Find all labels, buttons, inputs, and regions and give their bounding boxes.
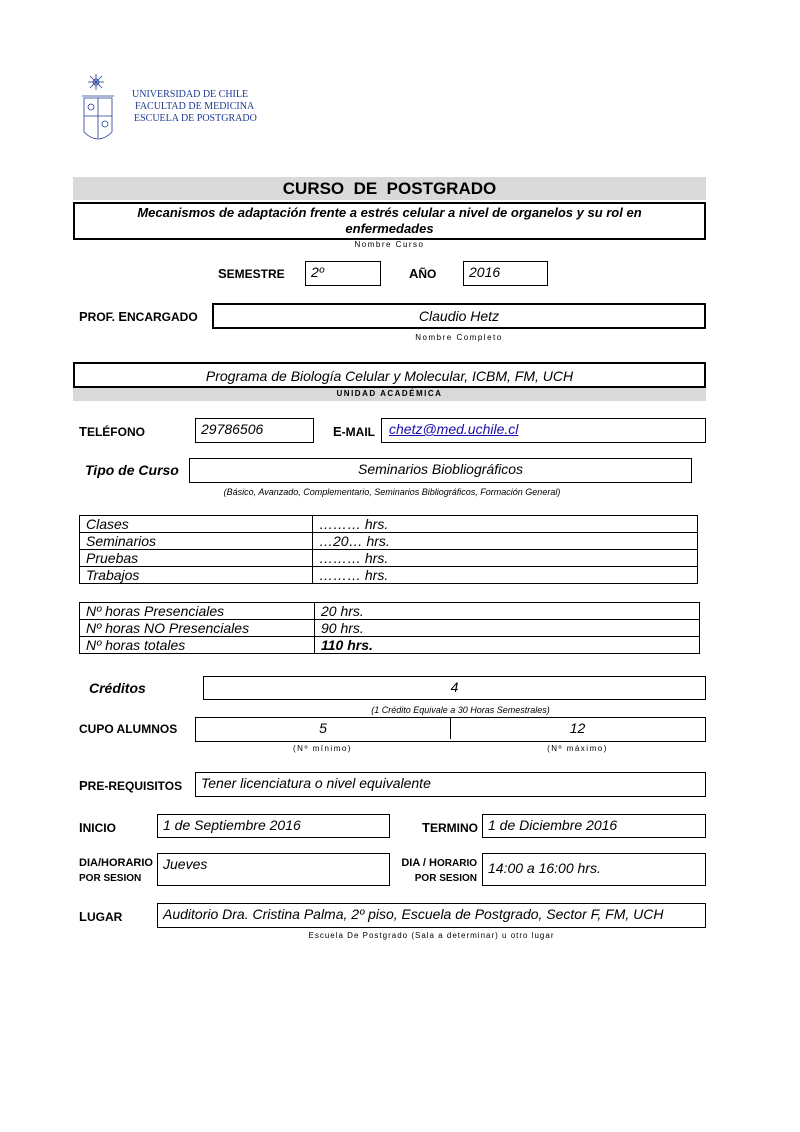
semestre-field[interactable] — [305, 261, 381, 286]
creditos-caption: (1 Crédito Equivale a 30 Horas Semestrales) — [371, 705, 550, 715]
horario-label — [397, 856, 477, 886]
tipo-curso-label: Tipo de Curso — [85, 462, 179, 478]
inicio-value: 1 de Septiembre 2016 — [163, 817, 301, 833]
dia-horario-line1: DIA/HORARIO — [79, 857, 153, 869]
creditos-label: Créditos — [89, 680, 146, 696]
totals-label: Nº horas Presenciales — [80, 603, 315, 620]
totals-label: Nº horas totales — [80, 637, 315, 654]
dia-horario-label — [79, 856, 153, 886]
table-row — [80, 603, 700, 620]
prof-encargado-label: PROF. ENCARGADO — [79, 309, 198, 324]
hours-value[interactable]: …20… hrs. — [313, 533, 698, 550]
semestre-value: 2º — [311, 264, 324, 280]
creditos-value: 4 — [450, 679, 459, 695]
email-label: E-MAIL — [333, 424, 375, 439]
lugar-field[interactable] — [157, 903, 706, 928]
lugar-value: Auditorio Dra. Cristina Palma, 2º piso, Escuela de Postgrado, Sector F, FM, UCH — [163, 906, 664, 922]
semestre-label: SEMESTRE — [218, 266, 285, 281]
course-name-field[interactable] — [73, 202, 706, 240]
table-row — [80, 637, 700, 654]
horario-value: 14:00 a 16:00 hrs. — [488, 860, 601, 876]
hours-label: Seminarios — [80, 533, 313, 550]
anio-value: 2016 — [469, 264, 501, 280]
inicio-label: INICIO — [79, 820, 116, 835]
tipo-curso-caption: (Básico, Avanzado, Complementario, Seminarios Bibliográficos, Formación General) — [223, 487, 561, 497]
prerequisitos-label: PRE-REQUISITOS — [79, 778, 183, 793]
totals-value[interactable]: 90 hrs. — [315, 620, 700, 637]
university-seal-logo — [78, 72, 130, 150]
termino-field[interactable] — [482, 814, 706, 838]
tipo-curso-value: Seminarios Biobliográficos — [358, 461, 523, 477]
anio-label: AÑO — [409, 266, 437, 281]
table-row — [80, 620, 700, 637]
hours-value[interactable]: ……… hrs. — [313, 567, 698, 584]
creditos-field[interactable] — [203, 676, 706, 700]
totals-value[interactable]: 20 hrs. — [315, 603, 700, 620]
hours-label: Clases — [80, 516, 313, 533]
dia-value: Jueves — [163, 856, 208, 872]
cupo-max-caption: (Nº máximo) — [547, 744, 608, 753]
email-field[interactable] — [381, 418, 706, 443]
totals-value[interactable]: 110 hrs. — [315, 637, 700, 654]
course-name-caption: Nombre Curso — [354, 240, 425, 249]
horario-line1: DIA / HORARIO — [401, 857, 477, 869]
dia-horario-line2: POR SESION — [79, 873, 142, 884]
tipo-curso-field[interactable] — [189, 458, 692, 483]
prerequisitos-value: Tener licenciatura o nivel equivalente — [201, 775, 431, 791]
form-title: CURSO DE POSTGRADO — [282, 179, 497, 198]
cupo-alumnos-field — [195, 717, 706, 742]
anio-field[interactable] — [463, 261, 548, 286]
lugar-label: LUGAR — [79, 909, 123, 924]
horario-field[interactable] — [482, 853, 706, 886]
termino-value: 1 de Diciembre 2016 — [488, 817, 618, 833]
lugar-caption: Escuela De Postgrado (Sala a determinar) u otro lugar — [308, 931, 555, 940]
cupo-max-value[interactable]: 12 — [569, 720, 586, 736]
school-name: ESCUELA DE POSTGRADO — [134, 113, 257, 124]
prerequisitos-field[interactable] — [195, 772, 706, 797]
university-name: UNIVERSIDAD DE CHILE — [132, 89, 249, 100]
table-row — [80, 516, 698, 533]
email-link[interactable]: chetz@med.uchile.cl — [389, 421, 519, 437]
telefono-value: 29786506 — [201, 421, 264, 437]
prof-encargado-field[interactable] — [212, 303, 706, 329]
course-name-value: Mecanismos de adaptación frente a estrés celular a nivel de organelos y su rol en enfermedades — [137, 205, 642, 236]
termino-label: TERMINO — [422, 820, 478, 835]
totals-table — [79, 602, 700, 654]
hours-value[interactable]: ……… hrs. — [313, 516, 698, 533]
table-row — [80, 550, 698, 567]
cupo-alumnos-label: CUPO ALUMNOS — [79, 722, 178, 736]
hours-label: Pruebas — [80, 550, 313, 567]
cupo-min-value[interactable]: 5 — [196, 718, 451, 739]
hours-table — [79, 515, 698, 584]
prof-encargado-value: Claudio Hetz — [418, 308, 500, 324]
telefono-field[interactable] — [195, 418, 314, 443]
horario-line2: POR SESION — [414, 873, 477, 884]
prof-name-caption: Nombre Completo — [415, 333, 503, 342]
hours-label: Trabajos — [80, 567, 313, 584]
telefono-label: TELÉFONO — [79, 424, 145, 439]
cupo-min-caption: (Nº mínimo) — [293, 744, 352, 753]
table-row — [80, 567, 698, 584]
table-row — [80, 533, 698, 550]
faculty-name: FACULTAD DE MEDICINA — [135, 101, 255, 112]
inicio-field[interactable] — [157, 814, 390, 838]
dia-field[interactable] — [157, 853, 390, 886]
totals-label: Nº horas NO Presenciales — [80, 620, 315, 637]
unidad-academica-caption: UNIDAD ACADÉMICA — [336, 389, 443, 398]
unidad-academica-field[interactable] — [73, 362, 706, 388]
hours-value[interactable]: ……… hrs. — [313, 550, 698, 567]
unidad-academica-value: Programa de Biología Celular y Molecular, ICBM, FM, UCH — [205, 368, 574, 384]
